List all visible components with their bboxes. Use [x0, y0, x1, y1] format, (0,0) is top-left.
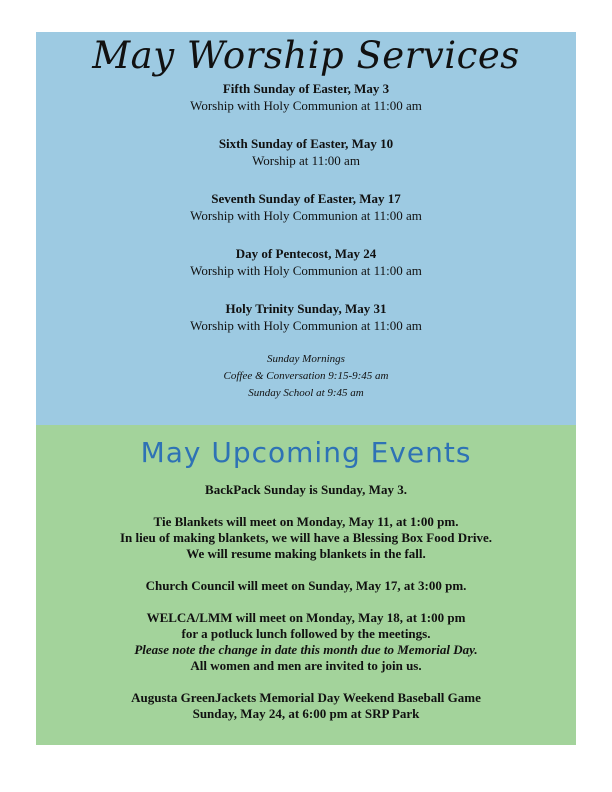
upcoming-events-title: May Upcoming Events: [140, 436, 472, 469]
service-detail: Worship with Holy Communion at 11:00 am: [190, 318, 422, 333]
event-line: All women and men are invited to join us.: [190, 658, 422, 673]
worship-services-title: May Worship Services: [92, 34, 520, 77]
event-list: [36, 482, 576, 722]
service-item: [36, 300, 576, 334]
service-item: [36, 80, 576, 114]
service-detail: Worship with Holy Communion at 11:00 am: [190, 208, 422, 223]
service-list: [36, 80, 576, 334]
event-church-council: [36, 578, 576, 594]
event-line: Sunday, May 24, at 6:00 pm at SRP Park: [192, 706, 420, 721]
event-line: We will resume making blankets in the fall.: [186, 546, 426, 561]
service-name: Sixth Sunday of Easter, May 10: [218, 136, 394, 151]
service-detail: Worship with Holy Communion at 11:00 am: [190, 98, 422, 113]
service-name: Seventh Sunday of Easter, May 17: [211, 191, 401, 206]
event-line: WELCA/LMM will meet on Monday, May 18, at 1:00 pm: [146, 610, 466, 625]
event-baseball-game: [36, 690, 576, 722]
event-welca-lmm: [36, 610, 576, 674]
event-note: Please note the change in date this month due to Memorial Day.: [134, 642, 478, 657]
service-name: Holy Trinity Sunday, May 31: [225, 301, 387, 316]
note-line: Sunday School at 9:45 am: [248, 387, 364, 399]
event-line: In lieu of making blankets, we will have a Blessing Box Food Drive.: [120, 530, 492, 545]
worship-services-panel: [36, 32, 576, 425]
service-detail: Worship with Holy Communion at 11:00 am: [190, 263, 422, 278]
service-detail: Worship at 11:00 am: [252, 153, 360, 168]
note-line: Sunday Mornings: [267, 353, 345, 365]
event-line: for a potluck lunch followed by the meetings.: [181, 626, 431, 641]
service-item: [36, 245, 576, 279]
service-name: Fifth Sunday of Easter, May 3: [222, 81, 390, 96]
note-line: Coffee & Conversation 9:15-9:45 am: [223, 370, 389, 382]
event-tie-blankets: [36, 514, 576, 562]
service-name: Day of Pentecost, May 24: [235, 246, 377, 261]
upcoming-events-panel: [36, 425, 576, 745]
event-line: Church Council will meet on Sunday, May 17, at 3:00 pm.: [145, 578, 467, 593]
service-item: [36, 135, 576, 169]
event-line: Tie Blankets will meet on Monday, May 11, at 1:00 pm.: [153, 514, 459, 529]
event-backpack: [36, 482, 576, 498]
sunday-notes: [36, 351, 576, 402]
service-item: [36, 190, 576, 224]
event-line: Augusta GreenJackets Memorial Day Weekend Baseball Game: [131, 690, 481, 705]
event-line: BackPack Sunday is Sunday, May 3.: [205, 482, 407, 497]
